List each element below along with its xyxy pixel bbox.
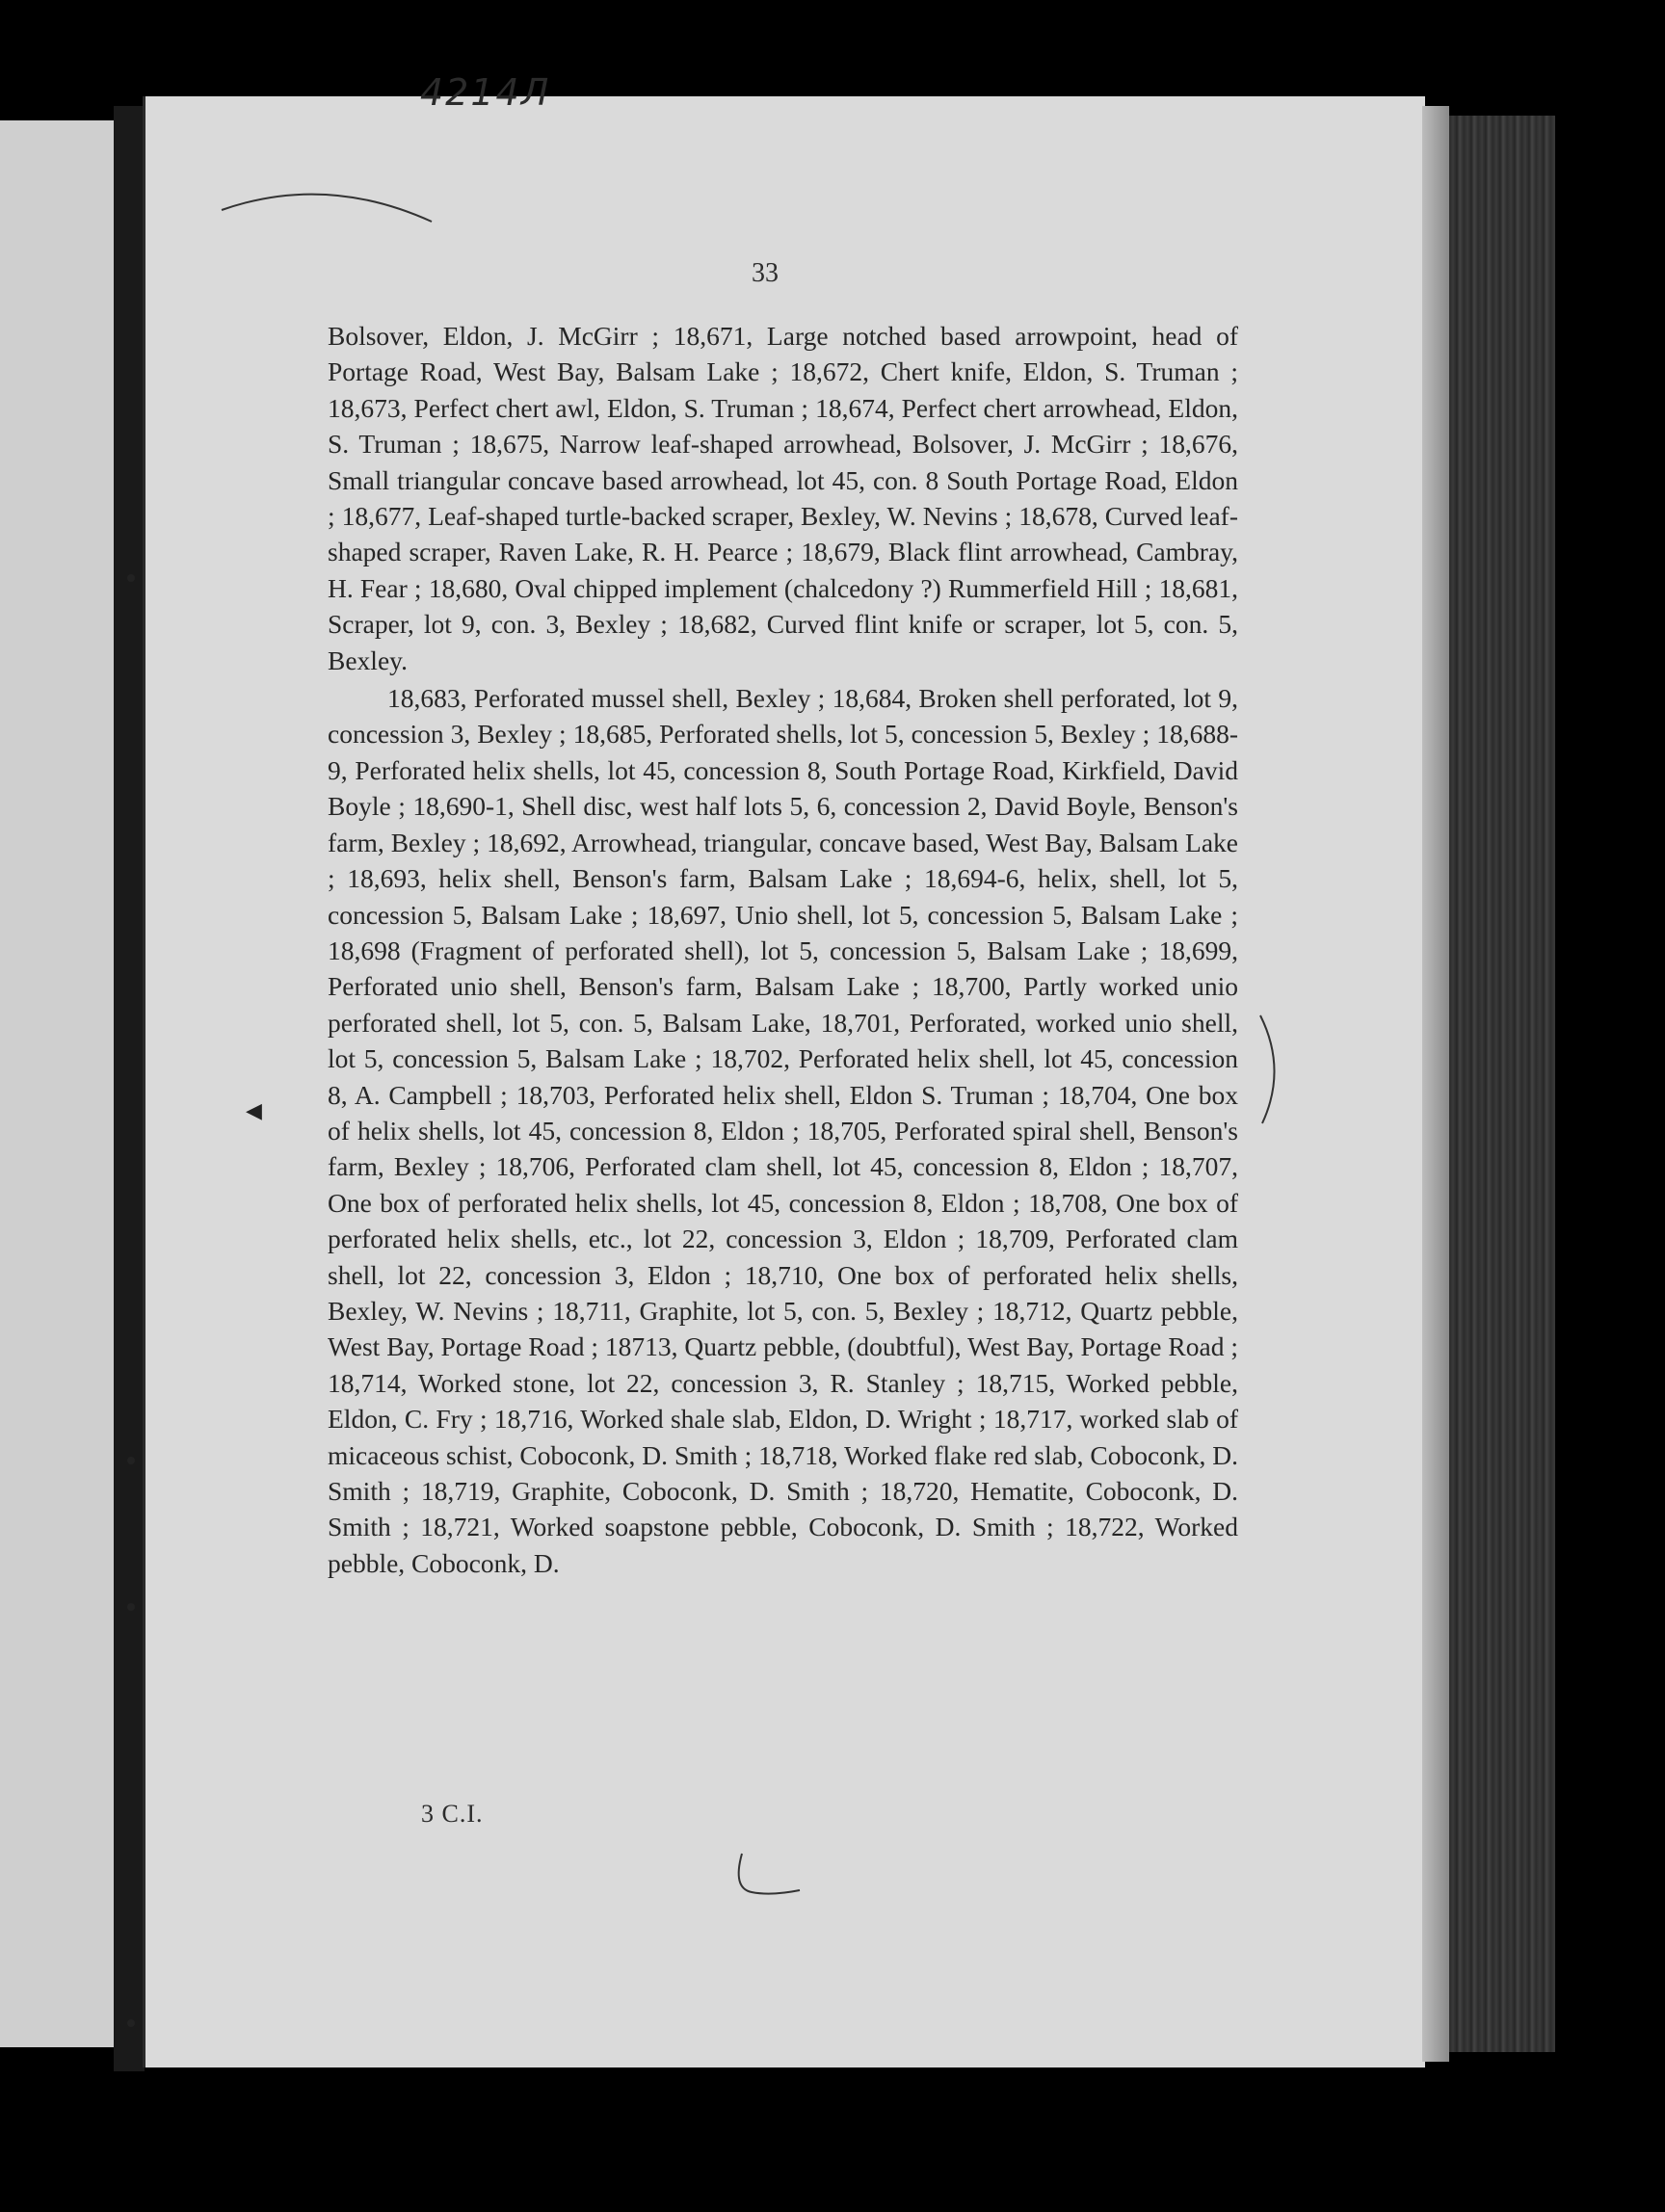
printer-signature-mark: 3 C.I. [421, 1800, 484, 1828]
pencil-bracket-mark [1253, 1012, 1291, 1127]
handwritten-catalog-mark: 4214Л [420, 71, 551, 114]
paragraph: 18,683, Perforated mussel shell, Bexley ; 18,684, Broken shell perforated, lot 9, concession 3, Bexley ; 18,685, Perforated shells, lot 5, concession 5, Bexley ; 18,688-9, Perforated helix shells, lot 45, concession 8, South Portage Road, Kirkfield, David Boyle ; 18,690-1, Shell disc, west half lots 5, 6, concession 2, David Boyle, Benson's farm, Bexley ; 18,692, Arrowhead, triangular, concave based, West Bay, Balsam Lake ; 18,693, helix shell, Benson's farm, Balsam Lake ; 18,694-6, helix, shell, lot 5, concession 5, Balsam Lake ; 18,697, Unio shell, lot 5, concession 5, Balsam Lake ; 18,698 (Fragment of perforated shell), lot 5, concession 5, Balsam Lake ; 18,699, Perforated unio shell, Benson's farm, Balsam Lake ; 18,700, Partly worked unio perforated shell, lot 5, con. 5, Balsam Lake, 18,701, Perforated, worked unio shell, lot 5, concession 5, Balsam Lake ; 18,702, Perforated helix shell, lot 45, concession 8, A. Campbell ; 18,703, Perforated helix shell, Eldon S. Truman ; 18,704, One box of helix shells, lot 45, concession 8, Eldon ; 18,705, Perforated spiral shell, Benson's farm, Bexley ; 18,706, Perforated clam shell, lot 45, concession 8, Eldon ; 18,707, One box of perforated helix shells, lot 45, concession 8, Eldon ; 18,708, One box of perforated helix shells, etc., lot 22, concession 3, Eldon ; 18,709, Perforated clam shell, lot 22, concession 3, Eldon ; 18,710, One box of perforated helix shells, Bexley, W. Nevins ; 18,711, Graphite, lot 5, con. 5, Bexley ; 18,712, Quartz pebble, West Bay, Portage Road ; 18713, Quartz pebble, (doubtful), West Bay, Portage Road ; 18,714, Worked stone, lot 22, concession 3, R. Stanley ; 18,715, Worked pebble, Eldon, C. Fry ; 18,716, Worked shale slab, Eldon, D. Wright ; 18,717, worked slab of micaceous schist, Coboconk, D. Smith ; 18,718, Worked flake red slab, Coboconk, D. Smith ; 18,719, Graphite, Coboconk, D. Smith ; 18,720, Hematite, Coboconk, D. Smith ; 18,721, Worked soapstone pebble, Coboconk, D. Smith ; 18,722, Worked pebble, Coboconk, D. [328, 683, 1238, 1578]
facing-page-edge [0, 120, 117, 2047]
page-number: 33 [752, 258, 779, 288]
paragraph: Bolsover, Eldon, J. McGirr ; 18,671, Large notched based arrowpoint, head of Portage Road, West Bay, Balsam Lake ; 18,672, Chert knife, Eldon, S. Truman ; 18,673, Perfect chert awl, Eldon, S. Truman ; 18,674, Perfect chert arrowhead, Eldon, S. Truman ; 18,675, Narrow leaf-shaped arrowhead, Bolsover, J. McGirr ; 18,676, Small triangular concave based arrowhead, lot 45, con. 8 South Portage Road, Eldon ; 18,677, Leaf-shaped turtle-backed scraper, Bexley, W. Nevins ; 18,678, Curved leaf-shaped scraper, Raven Lake, R. H. Pearce ; 18,679, Black flint arrowhead, Cambray, H. Fear ; 18,680, Oval chipped implement (chalcedony ?) Rummerfield Hill ; 18,681, Scraper, lot 9, con. 3, Bexley ; 18,682, Curved flint knife or scraper, lot 5, con. 5, Bexley. [328, 321, 1238, 675]
body-text [328, 318, 1238, 1581]
pencil-hook-mark [732, 1850, 809, 1908]
margin-dot [127, 574, 135, 582]
margin-dot [127, 2019, 135, 2027]
margin-dot [127, 1603, 135, 1611]
margin-dot [127, 1457, 135, 1464]
book-gutter [114, 106, 145, 2071]
margin-arrow-mark: ◀ [246, 1098, 262, 1122]
page-fore-edge [1422, 106, 1449, 2062]
pen-stroke-mark [220, 183, 441, 231]
book-block-edges [1449, 116, 1555, 2052]
